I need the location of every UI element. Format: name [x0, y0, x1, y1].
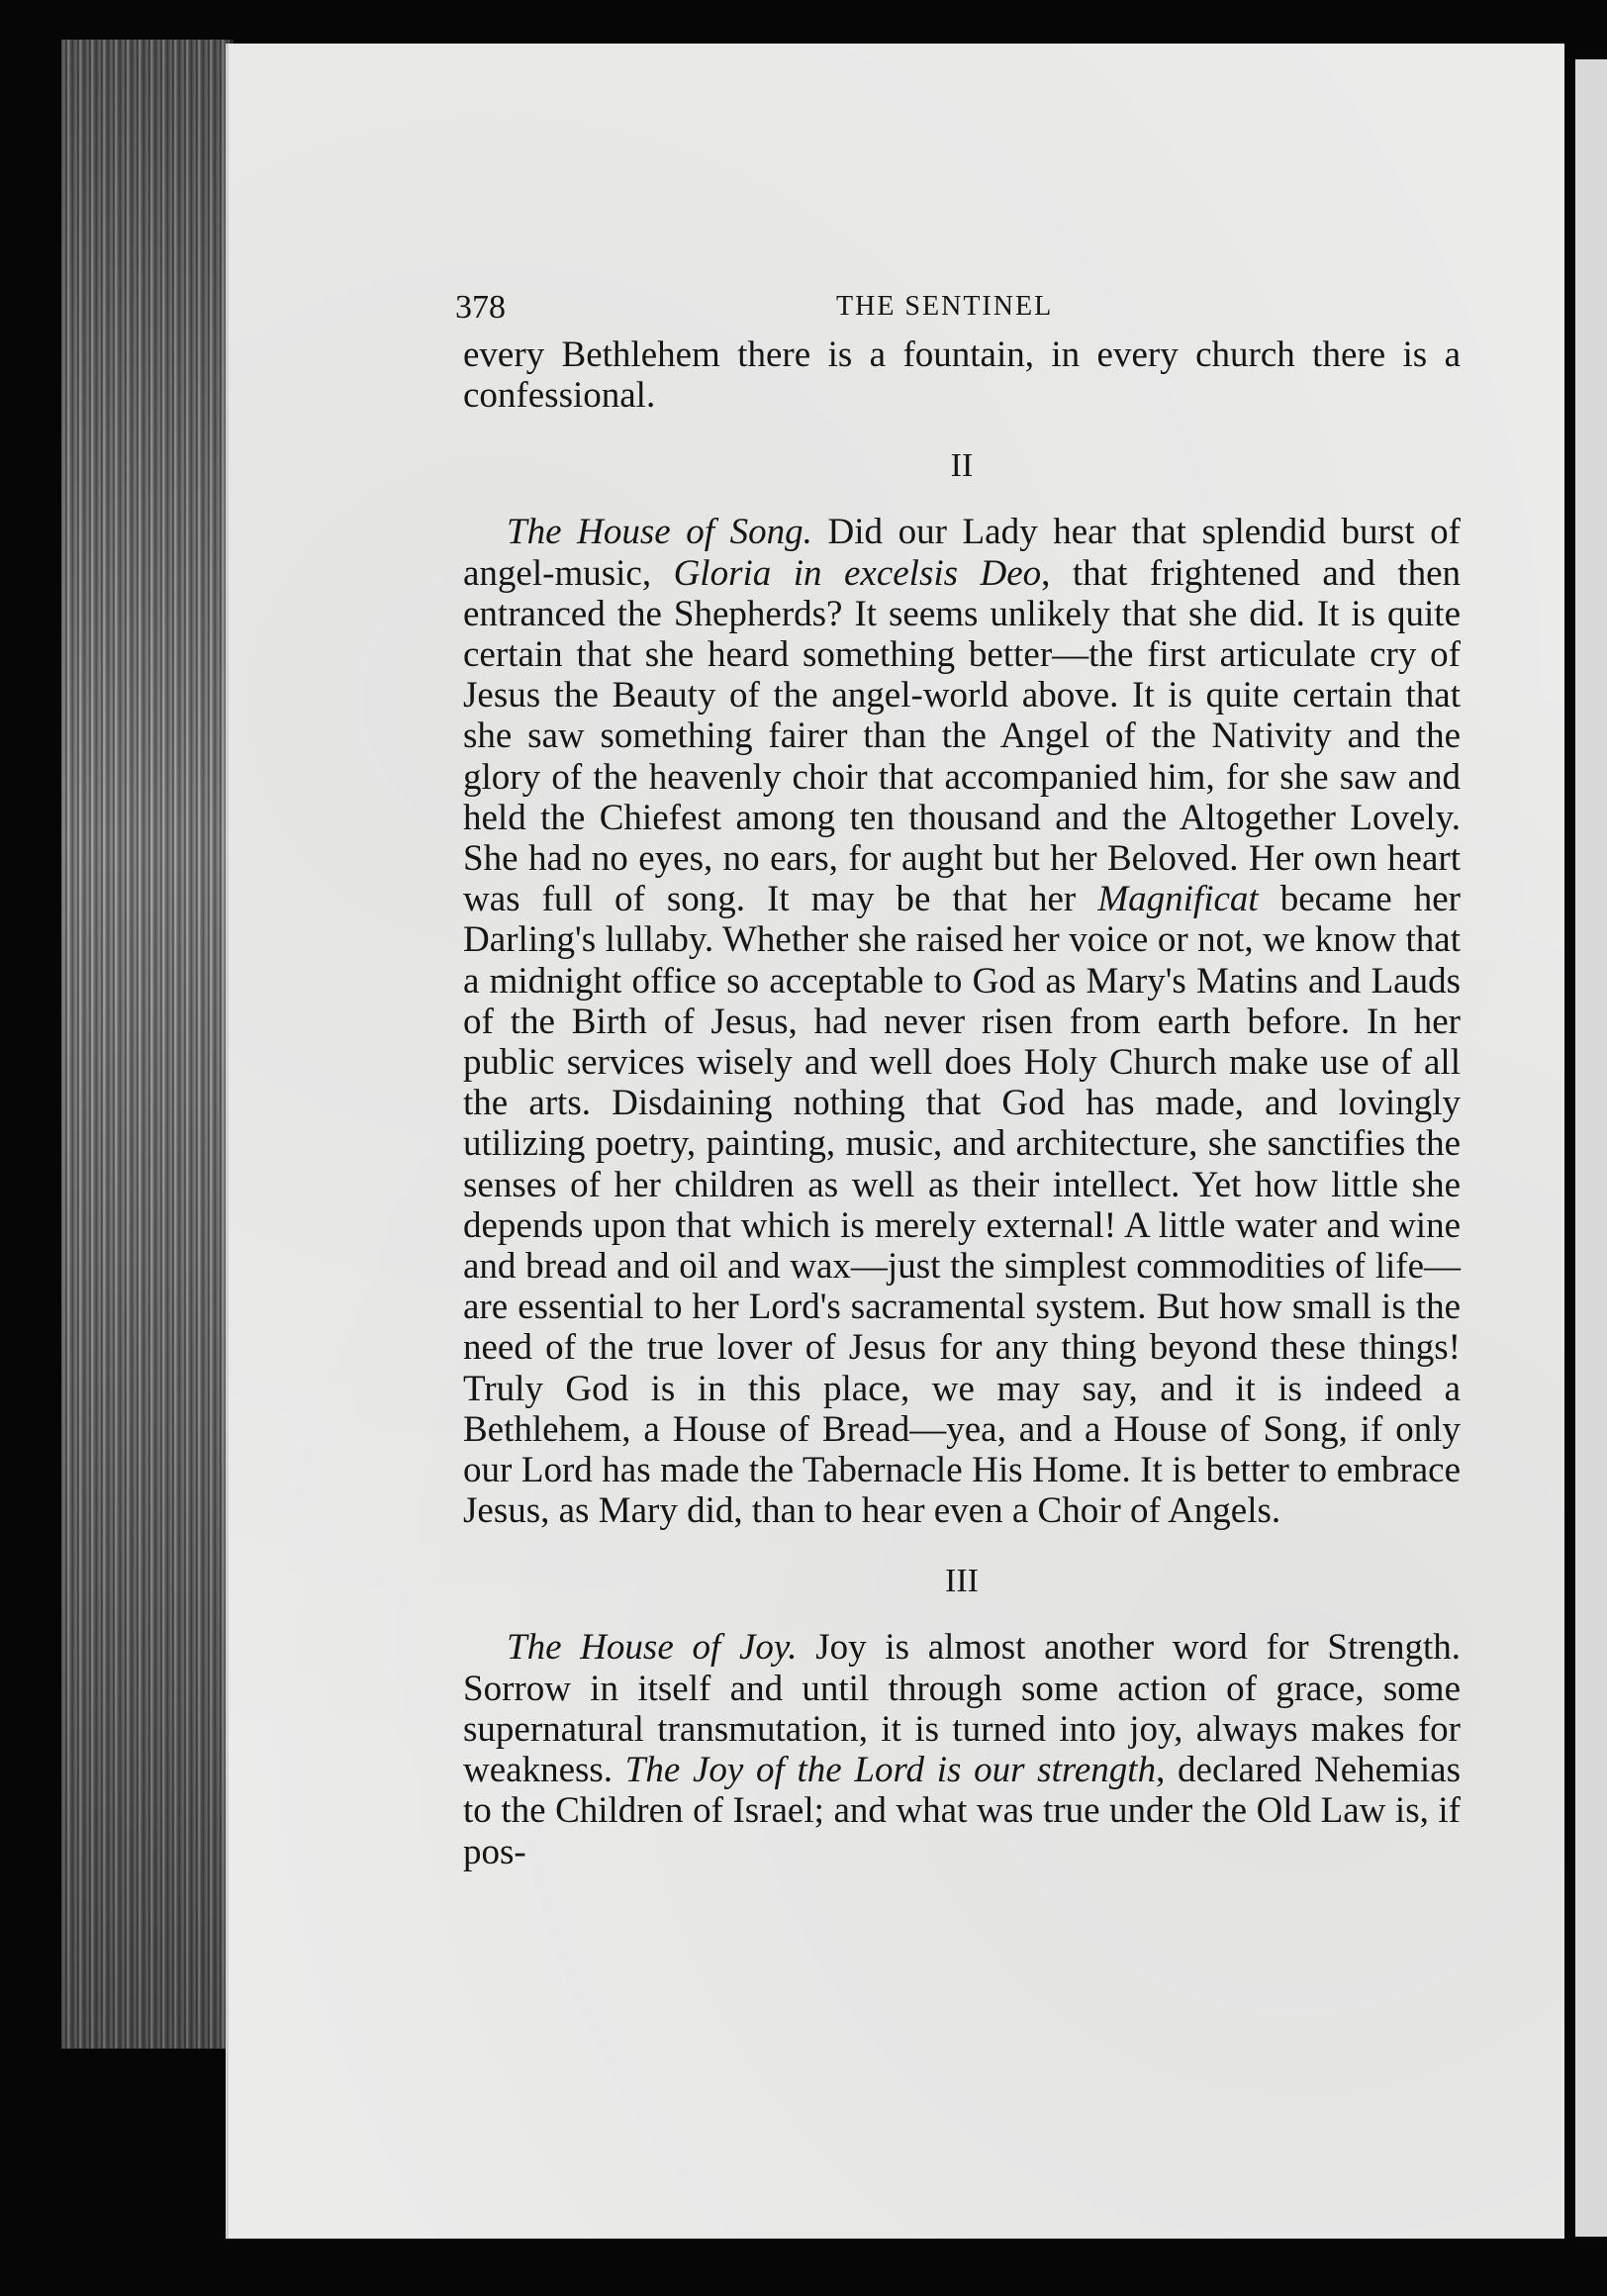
- opening-paragraph: every Bethlehem there is a fountain, in every church there is a confessional.: [463, 335, 1461, 417]
- section-3-italic-1: The Joy of the Lord is our strength: [624, 1750, 1157, 1791]
- section-3-heading: The House of Joy.: [507, 1627, 798, 1669]
- running-title: THE SENTINEL: [836, 291, 1054, 322]
- facing-page-edge: [1575, 59, 1607, 2237]
- book-page-edges: [61, 40, 234, 2049]
- section-2-italic-1: Gloria in excelsis Deo: [673, 552, 1042, 594]
- page-text: [463, 335, 1461, 1872]
- section-2-text-1: Did our Lady hear that splendid burst of angel-music,: [463, 512, 1461, 594]
- section-2-heading: The House of Song.: [507, 512, 812, 553]
- page-number: 378: [455, 289, 506, 326]
- section-2-italic-2: Magnificat: [1097, 879, 1259, 920]
- section-2-paragraph: [463, 512, 1461, 1531]
- section-number-3: III: [945, 1563, 979, 1600]
- section-2-text-2: , that frightened and then entranced the Shepherds? It seems unlikely that she did. It is quite certain that she heard something better—the first articulate cry of Jesus the Beauty of the angel-world above. It is quite certain that she saw something fairer than the Angel of the Nativity and the glory of the heavenly choir that accompanied him, for she saw and held the Chiefest among ten thousand and the Altogether Lovely. She had no eyes, no ears, for aught but her Beloved. Her own heart was full of song. It may be that her: [463, 552, 1462, 920]
- section-3-paragraph: [463, 1627, 1461, 1871]
- section-3-text-1: Joy is almost another word for Strength. Sorrow in itself and until through some action of grace, some supernatural transmutation, it is turned into joy, always makes for weakness.: [463, 1627, 1462, 1791]
- section-2-text-3: became her Darling's lullaby. Whether she raised her voice or not, we know that a midnight office so acceptable to God as Mary's Matins and Lauds of the Birth of Jesus, had never risen from earth before. In her public services wisely and well does Holy Church make use of all the arts. Disdaining nothing that God has made, and lovingly utilizing poetry, painting, music, and architecture, she sanctifies the senses of her children as well as their intellect. Yet how little she depends upon that which is merely external! A little water and wine and bread and oil and wax—just the simplest commodities of life—are essential to her Lord's sacramental system. But how small is the need of the true lover of Jesus for any thing beyond these things! Truly God is in this place, we may say, and it is indeed a Bethlehem, a House of Bread—yea, and a House of Song, if only our Lord has made the Tabernacle His Home. It is better to embrace Jesus, as Mary did, than to hear even a Choir of Angels.: [463, 879, 1462, 1532]
- section-3-text-2: , declared Nehemias to the Children of Israel; and what was true under the Old Law is, if pos-: [463, 1750, 1461, 1872]
- section-number-2: II: [950, 447, 974, 485]
